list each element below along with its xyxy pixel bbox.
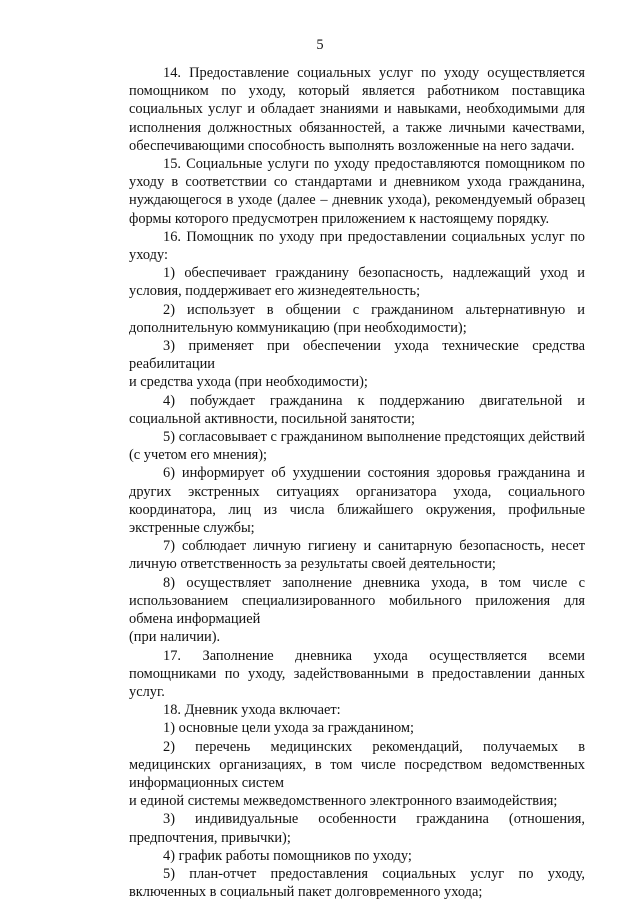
paragraph-18: 18. Дневник ухода включает: bbox=[163, 702, 341, 719]
list-item-18-2-continuation: и единой системы межведомственного электронного взаимодействия; bbox=[129, 793, 558, 810]
list-item-16-3: 3) применяет при обеспечении ухода технические средства реабилитации bbox=[129, 338, 585, 373]
list-item-16-5: 5) согласовывает с гражданином выполнение предстоящих действий (с учетом его мнения); bbox=[129, 429, 585, 464]
page-number: 5 bbox=[316, 37, 324, 53]
list-item-16-1: 1) обеспечивает гражданину безопасность, надлежащий уход и условия, поддерживает его жизнедеятельность; bbox=[129, 265, 585, 300]
list-item-18-4: 4) график работы помощников по уходу; bbox=[163, 847, 412, 864]
list-item-16-8: 8) осуществляет заполнение дневника ухода, в том числе с использованием специализированного мобильного приложения для обмена информацией bbox=[129, 574, 585, 628]
list-item-16-7: 7) соблюдает личную гигиену и санитарную безопасность, несет личную ответственность за результаты своей деятельности; bbox=[129, 538, 585, 573]
paragraph-16: 16. Помощник по уходу при предоставлении социальных услуг по уходу: bbox=[129, 228, 585, 264]
list-item-16-3-continuation: и средства ухода (при необходимости); bbox=[129, 374, 368, 391]
list-item-18-3: 3) индивидуальные особенности гражданина (отношения, предпочтения, привычки); bbox=[129, 811, 585, 846]
paragraph-17: 17. Заполнение дневника ухода осуществляется всеми помощниками по уходу, задействованными в предоставлении данных услуг. bbox=[129, 647, 585, 700]
list-item-16-4: 4) побуждает гражданина к поддержанию двигательной и социальной активности, посильной занятости; bbox=[129, 392, 585, 427]
list-item-16-8-continuation: (при наличии). bbox=[129, 629, 221, 646]
document-body bbox=[129, 64, 585, 901]
list-item-18-5: 5) план-отчет предоставления социальных услуг по уходу, включенных в социальный пакет долговременного ухода; bbox=[129, 865, 585, 901]
list-item-18-1: 1) основные цели ухода за гражданином; bbox=[163, 720, 415, 737]
list-item-16-2: 2) использует в общении с гражданином альтернативную и дополнительную коммуникацию (при необходимости); bbox=[129, 301, 585, 336]
list-item-18-2: 2) перечень медицинских рекомендаций, получаемых в медицинских организациях, в том числе посредством ведомственных информационных систем bbox=[129, 738, 585, 791]
list-item-16-6: 6) информирует об ухудшении состояния здоровья гражданина и других экстренных ситуациях организатора ухода, социального координатора, лиц из числа ближайшего окружения, профильные экстренные службы; bbox=[129, 465, 585, 537]
paragraph-14: 14. Предоставление социальных услуг по уходу осуществляется помощником по уходу, который является работником поставщика социальных услуг и обладает знаниями и навыками, необходимыми для исполнения должностных обязанностей, а также личными качествами, обеспечивающими способность выполнять возложенные на него задачи. bbox=[129, 65, 585, 154]
paragraph-15: 15. Социальные услуги по уходу предоставляются помощником по уходу в соответствии со стандартами и дневником ухода гражданина, нуждающегося в уходе (далее – дневник ухода), рекомендуемый образец формы которого предусмотрен приложением к настоящему порядку. bbox=[129, 156, 585, 227]
